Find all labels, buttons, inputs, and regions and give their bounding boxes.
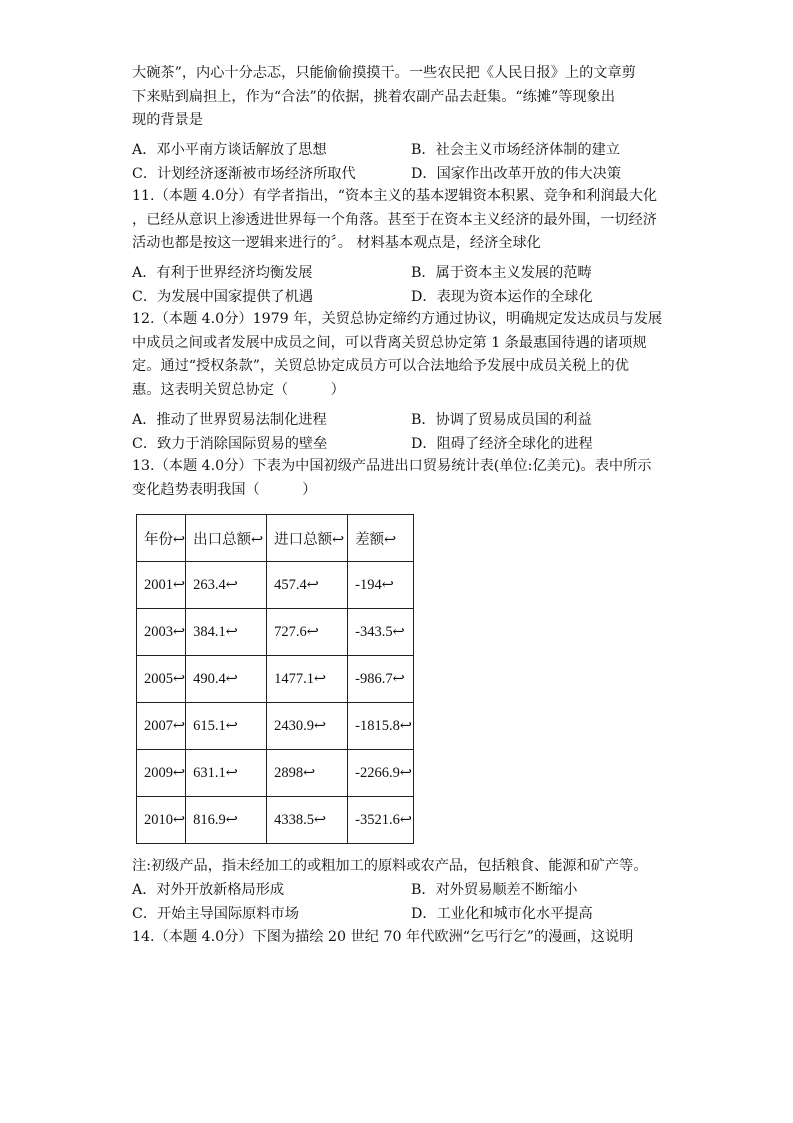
q11-option-a: A．有利于世界经济均衡发展 — [132, 265, 313, 281]
q13-option-d: D．工业化和城市化水平提高 — [411, 906, 593, 922]
q14-line-1: 14.（本题 4.0分）下图为描绘 20 世纪 70 年代欧洲“乞丐行乞”的漫画，这说明 — [132, 929, 634, 945]
q12-option-a: A．推动了世界贸易法制化进程 — [132, 412, 327, 428]
cell-import: 2430.9↩ — [267, 703, 348, 750]
cell-import: 2898↩ — [267, 750, 348, 797]
table-row — [137, 562, 414, 609]
q12-option-d: D．阻碍了经济全球化的进程 — [411, 436, 593, 452]
cell-import: 727.6↩ — [267, 609, 348, 656]
q11-option-c: C．为发展中国家提供了机遇 — [132, 289, 314, 305]
header-export: 出口总额↩ — [186, 515, 267, 562]
table-row — [137, 609, 414, 656]
cell-balance: -2266.9↩ — [348, 750, 414, 797]
cell-export: 263.4↩ — [186, 562, 267, 609]
cell-export: 490.4↩ — [186, 656, 267, 703]
q13-line-2: 变化趋势表明我国（ ） — [132, 481, 317, 498]
q12-stem — [132, 308, 672, 402]
q11-line-2: ，已经从意识上渗透进世界每一个角落。甚至于在资本主义经济的最外围，一切经济 — [132, 211, 657, 228]
table-header-row — [137, 515, 414, 562]
q10-option-a: A．邓小平南方谈话解放了思想 — [132, 142, 327, 158]
q10-option-d: D．国家作出改革开放的伟大决策 — [411, 166, 622, 182]
q10-line-3: 现的背景是 — [132, 112, 203, 129]
q11-line-1: 11.（本题 4.0分）有学者指出，“资本主义的基本逻辑资本积累、竞争和利润最大化 — [132, 188, 658, 204]
cell-year: 2003↩ — [137, 609, 186, 656]
q11-option-b: B．属于资本主义发展的范畴 — [411, 265, 592, 281]
table-row — [137, 797, 414, 844]
q10-stem — [132, 62, 672, 133]
q13-option-b: B．对外贸易顺差不断缩小 — [411, 882, 578, 898]
table-row — [137, 656, 414, 703]
cell-balance: -3521.6↩ — [348, 797, 414, 844]
table-row — [137, 750, 414, 797]
cell-import: 4338.5↩ — [267, 797, 348, 844]
q10-option-b: B．社会主义市场经济体制的建立 — [411, 142, 621, 158]
q11-option-d: D．表现为资本运作的全球化 — [411, 289, 593, 305]
q10-line-1: 大碗茶”，内心十分忐忑，只能偷偷摸摸干。一些农民把《人民日报》上的文章剪 — [132, 65, 636, 81]
q11-line-3: 活动也都是按这一逻辑来进行的〞。 材料基本观点是，经济全球化 — [132, 235, 541, 252]
q13-stem — [132, 455, 672, 502]
q13-option-c: C．开始主导国际原料市场 — [132, 906, 299, 922]
cell-export: 631.1↩ — [186, 750, 267, 797]
q12-line-4: 惠。这表明关贸总协定（ ） — [132, 381, 345, 398]
cell-year: 2001↩ — [137, 562, 186, 609]
q13-line-1: 13.（本题 4.0分）下表为中国初级产品进出口贸易统计表(单位:亿美元)。表中所示 — [132, 458, 652, 474]
cell-import: 1477.1↩ — [267, 656, 348, 703]
q12-line-1: 12.（本题 4.0分）1979 年，关贸总协定缔约方通过协议，明确规定发达成员与发展 — [132, 311, 663, 327]
cell-year: 2010↩ — [137, 797, 186, 844]
q14-stem — [132, 926, 672, 950]
header-import: 进口总额↩ — [267, 515, 348, 562]
table-note: 注:初级产品，指未经加工的或粗加工的原料或农产品，包括粮食、能源和矿产等。 — [132, 858, 648, 874]
q12-option-c: C．致力于消除国际贸易的壁垒 — [132, 436, 328, 452]
header-balance: 差额↩ — [348, 515, 414, 562]
cell-balance: -194↩ — [348, 562, 414, 609]
cell-import: 457.4↩ — [267, 562, 348, 609]
q10-option-c: C．计划经济逐渐被市场经济所取代 — [132, 166, 356, 182]
cell-balance: -343.5↩ — [348, 609, 414, 656]
q11-stem — [132, 185, 672, 256]
cell-year: 2007↩ — [137, 703, 186, 750]
cell-export: 816.9↩ — [186, 797, 267, 844]
q12-line-3: 定。通过“授权条款”，关贸总协定成员方可以合法地给予发展中成员关税上的优 — [132, 358, 629, 375]
q13-option-a: A．对外开放新格局形成 — [132, 882, 285, 898]
q12-line-2: 中成员之间或者发展中成员之间，可以背离关贸总协定第 1 条最惠国待遇的诸项规 — [132, 334, 647, 351]
trade-statistics-table — [136, 514, 414, 844]
header-year: 年份↩ — [137, 515, 186, 562]
q10-line-2: 下来贴到扁担上，作为“合法”的依据，挑着农副产品去赶集。“练摊”等现象出 — [132, 88, 616, 105]
cell-balance: -1815.8↩ — [348, 703, 414, 750]
cell-balance: -986.7↩ — [348, 656, 414, 703]
table-row — [137, 703, 414, 750]
cell-export: 615.1↩ — [186, 703, 267, 750]
cell-export: 384.1↩ — [186, 609, 267, 656]
cell-year: 2005↩ — [137, 656, 186, 703]
cell-year: 2009↩ — [137, 750, 186, 797]
q12-option-b: B．协调了贸易成员国的利益 — [411, 412, 592, 428]
